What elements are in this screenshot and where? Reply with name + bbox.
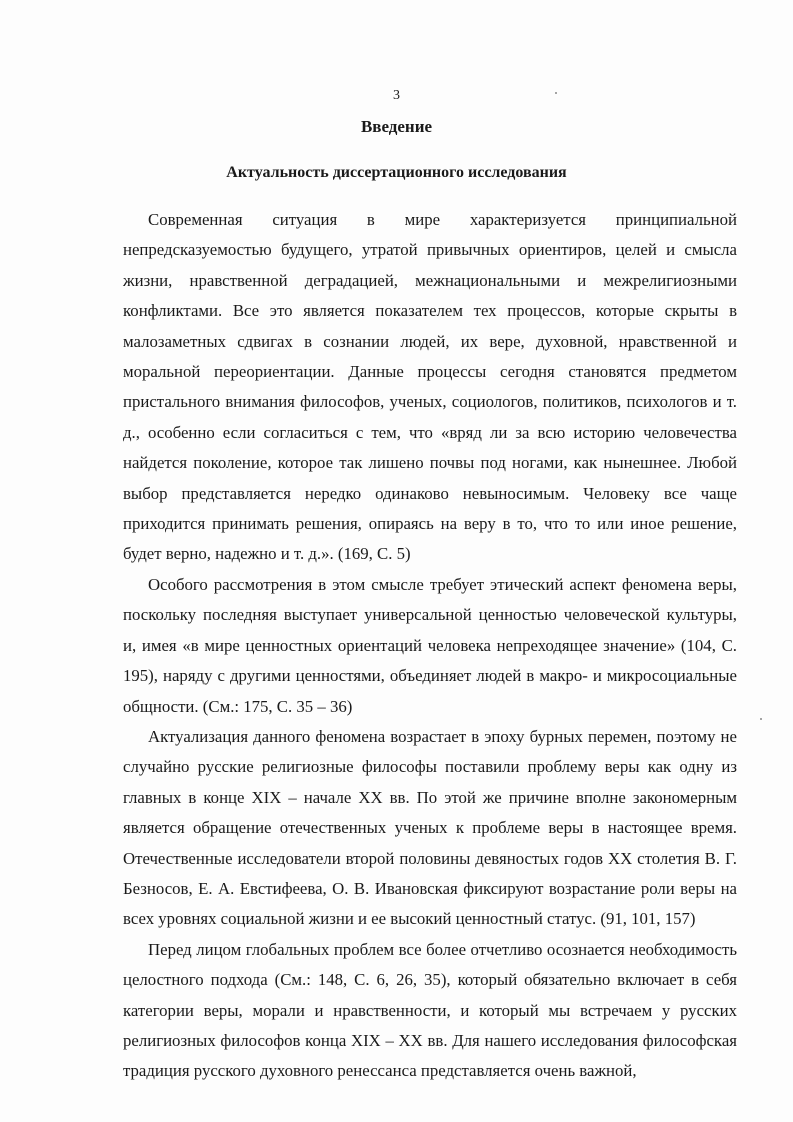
page-number: 3 (393, 88, 400, 103)
section-subheading: Актуальность диссертационного исследования (226, 164, 567, 181)
chapter-heading: Введение (360, 117, 433, 136)
paragraph-3: Актуализация данного феномена возрастает в эпоху бурных перемен, поэтому не случайно русские религиозные философы поставили проблему веры как одну из главных в конце XIX – начале XX вв. По этой же причине вполне закономерным является обращение отечественных ученых к проблеме веры в настоящее время. Отечественные исследователи второй половины девяностых годов XX столетия В. Г. Безносов, Е. А. Евстифеева, О. В. Ивановская фиксируют возрастание роли веры на всех уровнях социальной жизни и ее высокий ценностный статус. (91, 101, 157) (123, 726, 737, 929)
paragraph-2: Особого рассмотрения в этом смысле требует этический аспект феномена веры, поскольку последняя выступает универсальной ценностью человеческой культуры, и, имея «в мире ценностных ориентаций человека непреходящее значение» (104, С. 195), наряду с другими ценностями, объединяет людей в макро- и микросоциальные общности. (См.: 175, С. 35 – 36) (123, 574, 737, 716)
body-text (123, 205, 737, 1087)
paragraph-1: Современная ситуация в мире характеризуется принципиальной непредсказуемостью будущего, утратой привычных ориентиров, целей и смысла жизни, нравственной деградацией, межнациональными и межрелигиозными конфликтами. Все это является показателем тех процессов, которые скрыты в малозаметных сдвигах в сознании людей, их вере, духовной, нравственной и моральной переориентации. Данные процессы сегодня становятся предметом пристального внимания философов, ученых, социологов, политиков, психологов и т. д., особенно если согласиться с тем, что «вряд ли за всю историю человечества найдется поколение, которое так лишено почвы под ногами, как нынешнее. Любой выбор представляется нередко одинаково невыносимым. Человеку все чаще приходится принимать решения, опираясь на веру в то, что то или иное решение, будет верно, надежно и т. д.». (169, С. 5) (123, 210, 737, 564)
paragraph-4: Перед лицом глобальных проблем все более отчетливо осознается необходимость целостного подхода (См.: 148, С. 6, 26, 35), который обязательно включает в себя категории веры, морали и нравственности, и который мы встречаем у русских религиозных философов конца XIX – XX вв. Для нашего исследования философская традиция русского духовного ренессанса представляется очень важной, (123, 939, 737, 1081)
scan-speck (555, 92, 557, 94)
scan-speck (760, 718, 762, 720)
